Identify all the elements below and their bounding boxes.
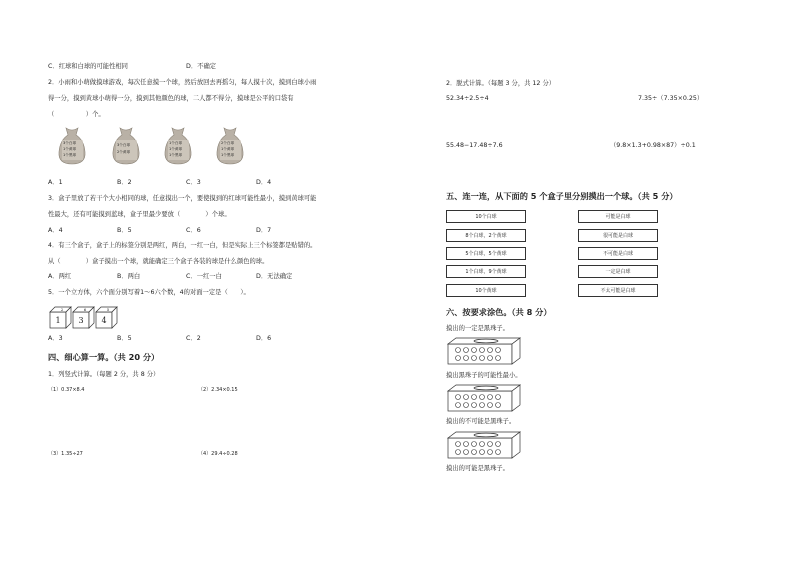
bag-icon [160,126,196,166]
left-box-3: 5个白球，5个黄球 [446,247,526,260]
q3-option-c: C．6 [186,227,201,234]
color-instruction-1: 摸出的一定是黑珠子。 [446,325,509,332]
bag-3-label-2: 1个黄球 [169,147,183,151]
expression-4: （9.8×1.3+0.98×87）÷0.1 [610,142,696,149]
color-instruction-2: 摸出黑珠子的可能性最小。 [446,372,522,379]
cube-views [48,304,120,330]
q2-option-b: B．2 [117,179,132,186]
q2-text-line1: 2．小雨和小萌做摸球游戏，每次任意摸一个球，然后放回去再摇匀，每人摸十次，摸到白球小雨 [48,79,317,86]
q3-text-line1: 3．盒子里放了若干个大小相同的球，任意摸出一个，要使摸到的红球可能性最小，摸到黄球可能 [48,195,317,202]
section-4-q2-title: 2．脱式计算。（每题 3 分，共 12 分） [446,80,556,87]
q2-option-c: C．3 [186,179,201,186]
bead-box-2 [446,383,522,413]
left-box-1: 10个白球 [446,210,526,223]
bag-1-label-1: 3个白球 [63,141,77,145]
left-box-5: 10个黄球 [446,284,526,297]
right-box-5: 不太可能是白球 [578,284,658,297]
calc-2: （2）2.34×0.15 [198,387,238,393]
right-box-3: 不可能是白球 [578,247,658,260]
q1-option-c: C．红球和白球的可能性相同 [48,63,128,70]
cube-2-front-number: 3 [78,316,84,325]
q5-option-a: A．3 [48,335,63,342]
bead-box-1 [446,336,522,366]
q5-option-c: C．2 [186,335,201,342]
q5-option-b: B．5 [117,335,132,342]
section-5-title: 五、连一连，从下面的 5 个盒子里分别摸出一个球。（共 5 分） [446,191,678,201]
bag-2-label-2: 2个黄球 [117,150,131,154]
q2-option-a: A．1 [48,179,63,186]
section-4-q1-title: 1．列竖式计算。（每题 2 分，共 8 分） [48,371,160,378]
bag-3-label-3: 1个黑球 [169,153,183,157]
ball-bag-1 [54,126,90,166]
expression-3: 55.48−17.48÷7.6 [446,142,503,149]
q3-option-b: B．5 [117,227,132,234]
q4-option-d: D．无法确定 [256,273,293,280]
calc-1: （1）0.37×8.4 [48,387,85,393]
q4-text-line1: 4．有三个盒子，盒子上的标签分别是两红，两白，一红一白，但是实际上三个标签都是贴错的。 [48,242,317,249]
right-box-1: 可能是白球 [578,210,658,223]
q2-text-line3: （ ）个。 [48,111,105,118]
bag-icon [212,126,248,166]
cube-3-front-number: 4 [101,316,107,325]
bag-2-label-1: 3个白球 [117,143,131,147]
q3-text-line2: 性最大，还有可能摸到蓝球，盒子里最少要放（ ）个球。 [48,211,231,218]
bag-4-label-2: 1个黄球 [221,147,235,151]
right-box-4: 一定是白球 [578,265,658,278]
cube-2-top-number: 6 [83,307,87,312]
q4-option-a: A．两红 [48,273,72,280]
q4-option-c: C．一红一白 [186,273,222,280]
ball-bag-2 [108,126,144,166]
bag-icon [54,126,90,166]
section-6-title: 六、按要求涂色。（共 8 分） [446,307,552,317]
section-4-title: 四、细心算一算。（共 20 分） [48,352,160,362]
left-box-4: 1个白球，9个黄球 [446,265,526,278]
q5-text: 5．一个立方体，六个面分别写着1～6六个数，4的对面一定是（ ）。 [48,289,250,296]
q3-option-a: A．4 [48,227,63,234]
q3-option-d: D．7 [256,227,272,234]
q2-option-d: D．4 [256,179,272,186]
calc-4: （4）29.4÷0.28 [198,451,238,457]
bag-1-label-2: 1个黄球 [63,147,77,151]
bead-box-3 [446,430,522,460]
expression-1: 52.34÷2.5÷4 [446,95,489,102]
bag-3-label-1: 1个白球 [169,141,183,145]
right-box-2: 很可能是白球 [578,229,658,242]
q1-option-d: D．不确定 [186,63,217,70]
q2-text-line2: 得一分，摸到黄球小萌得一分，摸到其他颜色的球，二人都不得分，摸球是公平的口袋有 [48,95,294,102]
bag-1-label-3: 1个黑球 [63,153,77,157]
color-instruction-4: 摸出的可能是黑珠子。 [446,465,509,472]
cube-1-front-number: 1 [55,316,61,325]
cube-1-top-number: 2 [60,307,64,312]
bag-4-label-3: 1个黑球 [221,153,235,157]
ball-bag-3 [160,126,196,166]
left-box-2: 8个白球，2个黄球 [446,229,526,242]
cube-3-top-number: 5 [106,307,110,312]
ball-bag-4 [212,126,248,166]
q4-option-b: B．两白 [117,273,141,280]
expression-2: 7.35÷（7.35×0.25） [638,95,704,102]
q4-text-line2: 从（ ）盒子摸出一个球，就能确定三个盒子各装的球是什么颜色的球。 [48,258,269,265]
bag-4-label-1: 2个白球 [221,141,235,145]
color-instruction-3: 摸出的不可能是黑珠子。 [446,418,516,425]
q5-option-d: D．6 [256,335,272,342]
calc-3: （3）1.35÷27 [48,451,83,457]
